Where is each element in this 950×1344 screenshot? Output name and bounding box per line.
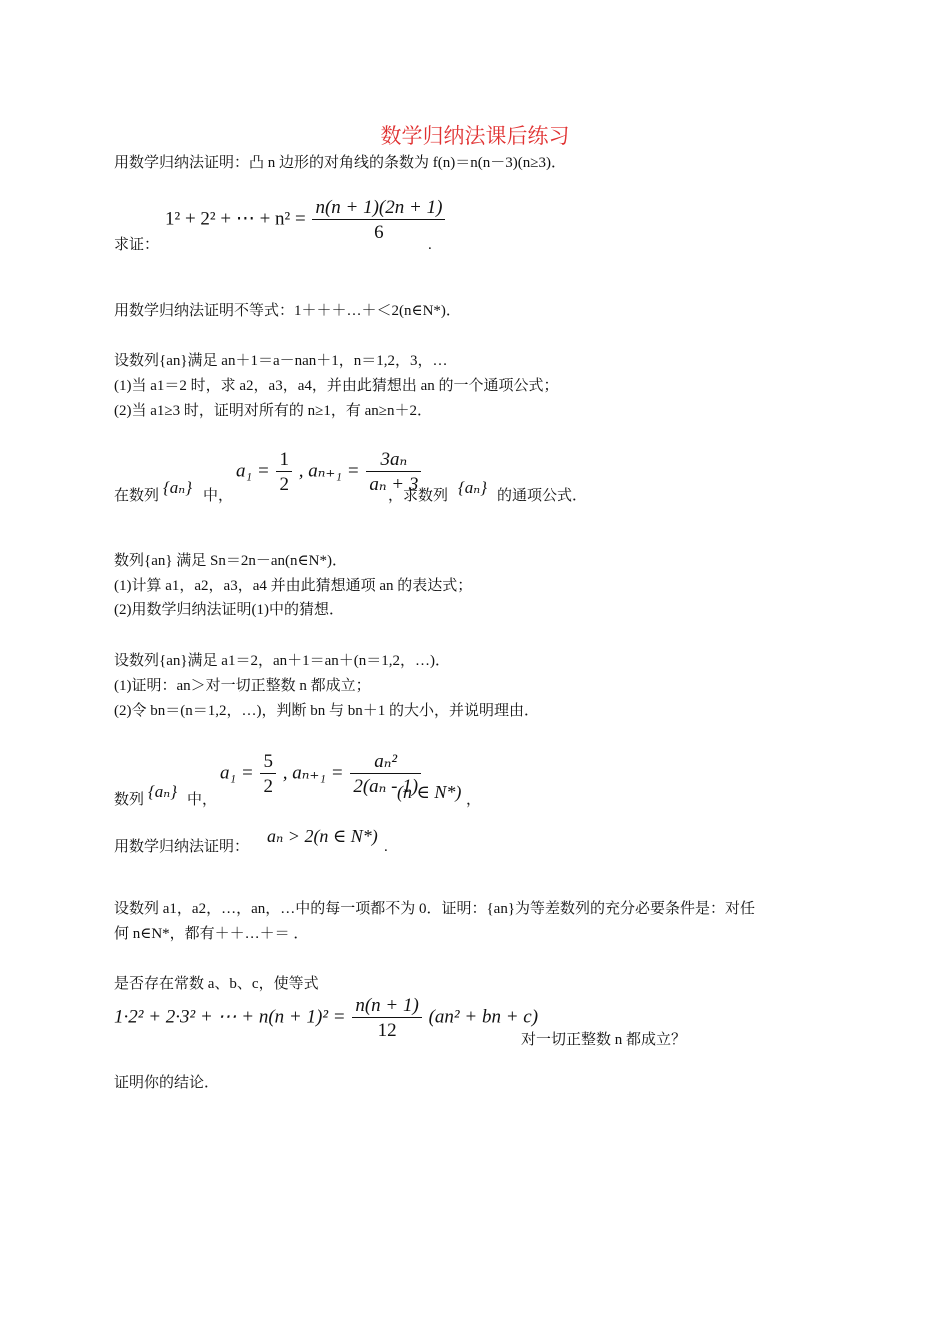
question-4-line-3: (2)当 a1≥3 时，证明对所有的 n≥1，有 an≥n＋2． [114,403,433,419]
question-5-suffix: 的通项公式． [497,488,588,504]
question-5-middle: 中， [203,488,234,504]
question-3: 用数学归纳法证明不等式：1＋＋＋…＋＜2(n∈N*)． [114,303,461,319]
question-8-formula [220,752,423,796]
question-8-middle: 中， [187,792,218,808]
fraction-numerator: aₙ² [350,752,421,774]
question-6-line-3: (2)用数学归纳法证明(1)中的猜想． [114,602,344,618]
question-8-prefix: 数列 [114,792,145,808]
fraction-numerator: 3aₙ [366,450,421,472]
fraction-denominator: 2 [263,776,273,797]
question-8-condition: (n ∈ N*) [397,782,462,802]
question-10-line-3: 证明你的结论． [114,1075,220,1091]
question-2-prefix: 求证： [114,237,160,253]
fraction-denominator: 2(aₙ - 1) [353,776,419,797]
a1-fraction [276,450,292,494]
question-5-sequence-2: {aₙ} [458,478,487,497]
question-5-prefix: 在数列 [114,488,160,504]
series-fraction [352,996,421,1040]
fraction-numerator: n(n + 1)(2n + 1) [312,198,445,220]
a1-lhs: a₁ = [236,460,270,482]
question-9-line-2: 何 n∈N*，都有＋＋…＋＝ ． [114,926,309,942]
question-2-formula [165,198,447,242]
question-8-comma: ， [466,792,482,808]
question-5-sequence: {aₙ} [163,478,192,497]
question-4-line-1: 设数列{an}满足 an＋1＝a－nan＋1，n＝1,2，3，… [114,353,448,369]
sum-of-squares-lhs: 1² + 2² + ⋯ + n² = [165,208,306,230]
a1-fraction [260,752,276,796]
fraction-numerator: n(n + 1) [352,996,421,1018]
series-rhs: (an² + bn + c) [428,1006,539,1028]
a1-lhs: a₁ = [220,762,254,784]
question-8-sequence: {aₙ} [148,782,177,801]
question-6-line-1: 数列{an} 满足 Sn＝2n－an(n∈N*)． [114,553,347,569]
question-9-line-1: 设数列 a1，a2，…，an，…中的每一项都不为 0．证明：{an}为等差数列的充分必要条件是：对任 [114,901,756,917]
fraction-denominator: 2 [279,474,289,495]
fraction-numerator: 1 [276,450,292,472]
question-7-line-3: (2)令 bn＝(n＝1,2，…)，判断 bn 与 bn＋1 的大小，并说明理由． [114,703,539,719]
question-10-tail: 对一切正整数 n 都成立？ [521,1032,687,1048]
recurrence-lhs: , aₙ₊₁ = [298,460,360,482]
question-10-line-1: 是否存在常数 a、b、c，使等式 [114,976,319,992]
question-2-suffix: . [428,237,432,253]
question-8-line-2-inequality: aₙ > 2(n ∈ N*) [267,826,378,846]
question-7-line-2: (1)证明：an＞对一切正整数 n 都成立； [114,678,371,694]
fraction-denominator: 6 [374,222,384,243]
page-title: 数学归纳法课后练习 [380,124,570,148]
fraction-numerator: 5 [260,752,276,774]
question-8-line-2-prefix: 用数学归纳法证明： [114,839,250,855]
fraction-denominator: aₙ + 3 [369,474,419,495]
question-5-after: ，求数列 [388,488,449,504]
sum-of-squares-fraction [312,198,445,242]
question-1: 用数学归纳法证明：凸 n 边形的对角线的条数为 f(n)＝n(n－3)(n≥3)． [114,155,566,171]
question-4-line-2: (1)当 a1＝2 时，求 a2，a3，a4，并由此猜想出 an 的一个通项公式； [114,378,559,394]
question-7-line-1: 设数列{an}满足 a1＝2，an＋1＝an＋(n＝1,2，…)． [114,653,451,669]
question-6-line-2: (1)计算 a1，a2，a3，a4 并由此猜想通项 an 的表达式； [114,578,473,594]
series-lhs: 1·2² + 2·3² + ⋯ + n(n + 1)² = [114,1006,346,1028]
fraction-denominator: 12 [377,1020,397,1041]
question-8-line-2-suffix: . [384,839,388,855]
question-10-formula [114,996,538,1040]
recurrence-lhs: , aₙ₊₁ = [282,762,344,784]
